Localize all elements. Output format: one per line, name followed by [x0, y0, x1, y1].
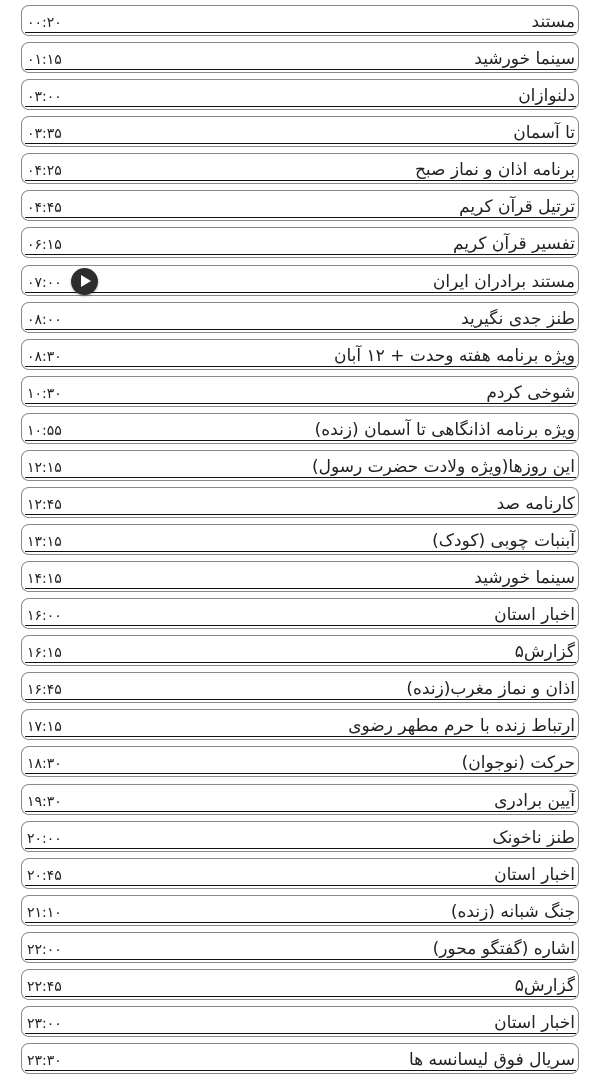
schedule-item[interactable]	[21, 153, 579, 184]
program-title: تا آسمان	[513, 123, 575, 144]
schedule-item[interactable]	[21, 413, 579, 444]
program-title: حرکت (نوجوان)	[461, 753, 575, 774]
program-time: ۰۱:۱۵	[27, 52, 62, 69]
row-underline	[25, 551, 576, 552]
program-time: ۱۹:۳۰	[27, 793, 62, 810]
row-underline	[25, 848, 576, 849]
program-title: سینما خورشید	[474, 568, 575, 588]
schedule-item[interactable]	[21, 969, 579, 1000]
program-title: ویژه برنامه هفته وحدت + ۱۲ آبان	[334, 345, 575, 366]
schedule-item[interactable]	[21, 709, 579, 740]
row-underline	[25, 292, 576, 293]
program-title: گزارش۵	[514, 642, 575, 663]
program-title: آبنبات چوبی (کودک)	[432, 531, 575, 551]
program-title: ویژه برنامه اذانگاهی تا آسمان (زنده)	[314, 419, 575, 440]
program-time: ۰۴:۲۵	[27, 163, 62, 180]
row-underline	[25, 440, 576, 441]
schedule-item[interactable]	[21, 190, 579, 221]
schedule-item[interactable]	[21, 79, 579, 110]
schedule-item[interactable]	[21, 932, 579, 963]
program-title: گزارش۵	[514, 975, 575, 996]
program-time: ۲۲:۰۰	[27, 941, 62, 958]
program-title: آیین برادری	[494, 790, 575, 811]
schedule-item[interactable]	[21, 672, 579, 703]
row-underline	[25, 254, 576, 255]
row-underline	[25, 922, 576, 923]
row-underline	[25, 588, 576, 589]
schedule-item[interactable]	[21, 116, 579, 147]
program-title: کارنامه صد	[496, 493, 575, 514]
program-title: اشاره (گفتگو محور)	[432, 938, 575, 959]
row-underline	[25, 32, 576, 33]
program-title: اخبار استان	[494, 864, 575, 885]
program-title: جنگ شبانه (زنده)	[450, 901, 575, 922]
schedule-item[interactable]	[21, 561, 579, 592]
row-underline	[25, 477, 576, 478]
program-time: ۲۰:۰۰	[27, 830, 62, 847]
schedule-item[interactable]	[21, 265, 579, 296]
row-underline	[25, 625, 576, 626]
program-time: ۲۳:۳۰	[27, 1053, 62, 1069]
row-underline	[25, 217, 576, 218]
program-title: مستند برادران ایران	[432, 271, 575, 292]
schedule-item[interactable]	[21, 821, 579, 852]
program-time: ۱۶:۴۵	[27, 682, 62, 699]
program-time: ۰۳:۰۰	[27, 89, 62, 106]
row-underline	[25, 403, 576, 404]
row-underline	[25, 69, 576, 70]
program-title: اخبار استان	[494, 605, 575, 626]
program-time: ۰۸:۳۰	[27, 348, 62, 365]
row-underline	[25, 699, 576, 700]
program-title: شوخی کردم	[486, 382, 575, 403]
program-time: ۱۶:۱۵	[27, 645, 62, 662]
program-time: ۰۷:۰۰	[27, 274, 62, 291]
row-underline	[25, 996, 576, 997]
program-time: ۱۲:۱۵	[27, 459, 62, 476]
program-time: ۱۴:۱۵	[27, 571, 62, 587]
schedule-item[interactable]	[21, 746, 579, 777]
row-underline	[25, 366, 576, 367]
program-time: ۱۳:۱۵	[27, 534, 62, 550]
program-time: ۰۴:۴۵	[27, 200, 62, 217]
program-title: ترتیل قرآن کریم	[459, 197, 575, 218]
program-time: ۲۰:۴۵	[27, 867, 62, 884]
row-underline	[25, 143, 576, 144]
program-title: تفسیر قرآن کریم	[452, 234, 575, 255]
program-title: سریال فوق لیسانسه ها	[408, 1050, 575, 1070]
program-time: ۲۳:۰۰	[27, 1015, 62, 1032]
schedule-item[interactable]	[21, 227, 579, 258]
program-title: مستند	[531, 12, 575, 32]
program-time: ۱۰:۳۰	[27, 385, 62, 402]
program-title: اخبار استان	[494, 1012, 575, 1033]
program-title: طنز جدی نگیرید	[461, 308, 575, 329]
schedule-item[interactable]	[21, 598, 579, 629]
play-icon[interactable]	[71, 268, 98, 295]
row-underline	[25, 736, 576, 737]
schedule-item[interactable]	[21, 635, 579, 666]
program-time: ۰۳:۳۵	[27, 126, 62, 143]
schedule-item[interactable]	[21, 1006, 579, 1037]
schedule-item[interactable]	[21, 302, 579, 333]
schedule-item[interactable]	[21, 5, 579, 36]
row-underline	[25, 106, 576, 107]
row-underline	[25, 329, 576, 330]
program-title: این روزها(ویژه ولادت حضرت رسول)	[312, 456, 575, 477]
row-underline	[25, 773, 576, 774]
program-time: ۲۱:۱۰	[27, 904, 62, 921]
schedule-item[interactable]	[21, 42, 579, 73]
program-title: برنامه اذان و نماز صبح	[414, 160, 575, 181]
row-underline	[25, 180, 576, 181]
schedule-item[interactable]	[21, 339, 579, 370]
row-underline	[25, 662, 576, 663]
schedule-item[interactable]	[21, 487, 579, 518]
program-title: طنز ناخونک	[492, 827, 575, 848]
program-time: ۱۲:۴۵	[27, 496, 62, 513]
program-time: ۱۷:۱۵	[27, 719, 62, 736]
row-underline	[25, 811, 576, 812]
program-title: ارتباط زنده با حرم مطهر رضوی	[348, 716, 575, 737]
schedule-item[interactable]	[21, 895, 579, 926]
schedule-item[interactable]	[21, 1043, 579, 1074]
row-underline	[25, 1070, 576, 1071]
schedule-item[interactable]	[21, 784, 579, 815]
row-underline	[25, 1033, 576, 1034]
row-underline	[25, 885, 576, 886]
schedule-item[interactable]	[21, 858, 579, 889]
row-underline	[25, 514, 576, 515]
row-underline	[25, 959, 576, 960]
program-time: ۰۰:۲۰	[27, 15, 62, 31]
schedule-item[interactable]	[21, 376, 579, 407]
program-title: اذان و نماز مغرب(زنده)	[406, 679, 575, 700]
schedule-item[interactable]	[21, 524, 579, 555]
schedule-item[interactable]	[21, 450, 579, 481]
program-time: ۱۶:۰۰	[27, 608, 62, 625]
program-title: دلنوازان	[518, 86, 575, 107]
program-time: ۰۶:۱۵	[27, 237, 62, 254]
program-title: سینما خورشید	[474, 49, 575, 70]
program-time: ۱۸:۳۰	[27, 756, 62, 773]
program-time: ۲۲:۴۵	[27, 978, 62, 995]
program-time: ۱۰:۵۵	[27, 422, 62, 439]
program-time: ۰۸:۰۰	[27, 311, 62, 328]
